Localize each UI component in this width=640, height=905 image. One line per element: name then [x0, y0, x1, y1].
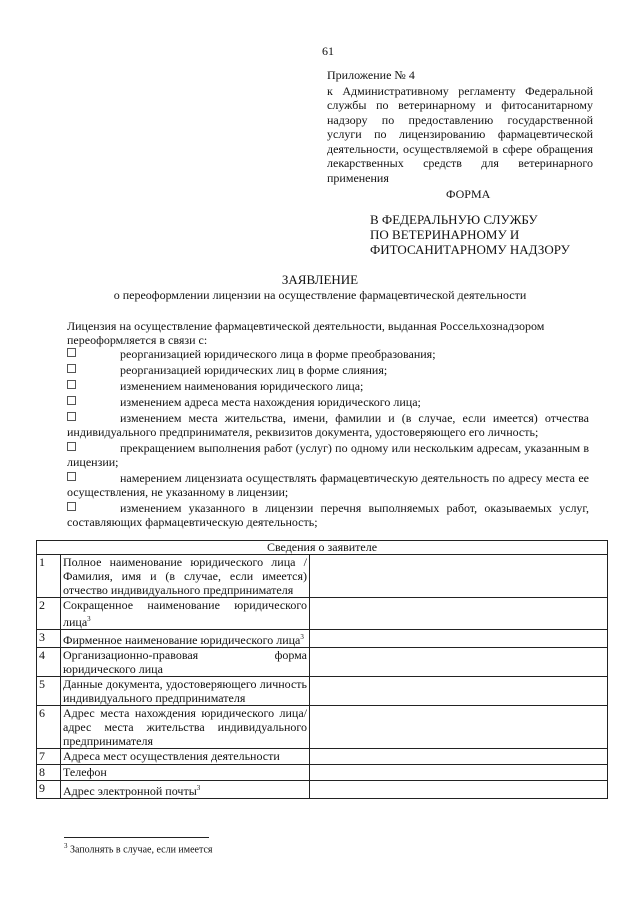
footnote-divider [64, 837, 209, 838]
row-number: 5 [37, 677, 61, 706]
row-label: Полное наименование юридического лица / Фамилия, имя и (в случае, если имеется) отчество индивидуального предпринимателя [61, 555, 310, 598]
reason-text: прекращением выполнения работ (услуг) по одному или нескольким адресам, указанным в лицензии; [67, 441, 589, 469]
table-row [37, 781, 608, 799]
recipient-block [370, 212, 590, 257]
footnote-ref: 3 [300, 633, 304, 641]
recipient-line: ПО ВЕТЕРИНАРНОМУ И [370, 227, 520, 242]
reason-text: изменением адреса места нахождения юридического лица; [120, 395, 421, 409]
checkbox[interactable] [67, 380, 76, 389]
table-row [37, 555, 608, 598]
reason-item [67, 411, 589, 439]
reason-item [67, 395, 589, 409]
row-label: Фирменное наименование юридического лица$^3$ [61, 630, 310, 648]
row-number: 8 [37, 765, 61, 781]
reason-text: изменением указанного в лицензии перечня выполняемых работ, оказываемых услуг, составляющих фармацевтическую деятельность; [67, 501, 589, 529]
table-row [37, 677, 608, 706]
table-row [37, 648, 608, 677]
row-number: 4 [37, 648, 61, 677]
row-label: Сокращенное наименование юридического лица$^3$ [61, 598, 310, 630]
reason-item [67, 441, 589, 469]
document-title: ЗАЯВЛЕНИЕ [281, 272, 359, 287]
annex-text: к Административному регламенту Федеральной службы по ветеринарному и фитосанитарному надзору по предоставлению государственной услуги по лицензированию фармацевтической деятельности, осуществляемой в сфере обращения лекарственных средств для ветеринарного применения [327, 83, 593, 185]
applicant-info-table [36, 540, 608, 799]
reason-item [67, 379, 589, 393]
table-row [37, 765, 608, 781]
footnote-text: Заполнять в случае, если имеется [70, 844, 213, 856]
intro-text: Лицензия на осуществление фармацевтической деятельности, выданная Россельхознадзором переоформляется в связи с: [67, 319, 545, 347]
checkbox[interactable] [67, 412, 76, 421]
table-row [37, 749, 608, 765]
reason-text: реорганизацией юридических лиц в форме слияния; [120, 363, 388, 377]
row-number: 9 [37, 781, 61, 799]
reason-item [67, 347, 589, 361]
reasons-list [67, 347, 589, 531]
row-value-field[interactable] [310, 598, 608, 630]
row-value-field[interactable] [310, 555, 608, 598]
row-label: Телефон [61, 765, 310, 781]
row-number: 7 [37, 749, 61, 765]
footnote-ref: 3 [87, 615, 91, 623]
checkbox[interactable] [67, 472, 76, 481]
row-value-field[interactable] [310, 706, 608, 749]
row-value-field[interactable] [310, 765, 608, 781]
document-subtitle: о переоформлении лицензии на осуществление фармацевтической деятельности [113, 288, 527, 302]
reason-text: изменением места жительства, имени, фамилии и (в случае, если имеется) отчества индивидуального предпринимателя, реквизитов документа, удостоверяющего его личность; [67, 411, 589, 439]
reason-item [67, 363, 589, 377]
checkbox[interactable] [67, 442, 76, 451]
checkbox[interactable] [67, 364, 76, 373]
row-label: Адрес места нахождения юридического лица/адрес места жительства индивидуального предпринимателя [61, 706, 310, 749]
recipient-line: ФИТОСАНИТАРНОМУ НАДЗОРУ [370, 242, 570, 257]
footnote-ref: 3 [196, 784, 201, 792]
checkbox[interactable] [67, 396, 76, 405]
page-number: 61 [322, 44, 334, 58]
reason-item [67, 501, 589, 529]
row-label: Организационно-правовая форма юридического лица [61, 648, 310, 677]
annex-title: Приложение № 4 [327, 68, 415, 82]
row-value-field[interactable] [310, 677, 608, 706]
row-label: Адрес электронной почты$^3$ [61, 781, 310, 799]
row-number: 2 [37, 598, 61, 630]
row-value-field[interactable] [310, 749, 608, 765]
row-label: Адреса мест осуществления деятельности [61, 749, 310, 765]
reason-text: изменением наименования юридического лица; [120, 379, 364, 393]
form-label: ФОРМА [446, 187, 491, 201]
row-value-field[interactable] [310, 781, 608, 799]
table-row [37, 706, 608, 749]
reason-text: намерением лицензиата осуществлять фармацевтическую деятельность по адресу места ее осуществления, не указанному в лицензии; [67, 471, 589, 499]
row-number: 6 [37, 706, 61, 749]
table-row [37, 630, 608, 648]
table-header: Сведения о заявителе [37, 541, 608, 555]
reason-item [67, 471, 589, 499]
row-label: Данные документа, удостоверяющего личность индивидуального предпринимателя [61, 677, 310, 706]
recipient-line: В ФЕДЕРАЛЬНУЮ СЛУЖБУ [370, 212, 538, 227]
table-row [37, 598, 608, 630]
row-number: 3 [37, 630, 61, 648]
annex-block [327, 68, 593, 185]
row-value-field[interactable] [310, 630, 608, 648]
footnote-mark: 3 [64, 842, 68, 850]
reason-text: реорганизацией юридического лица в форме преобразования; [120, 347, 436, 361]
checkbox[interactable] [67, 502, 76, 511]
row-number: 1 [37, 555, 61, 598]
row-value-field[interactable] [310, 648, 608, 677]
footnote [64, 842, 213, 855]
checkbox[interactable] [67, 348, 76, 357]
